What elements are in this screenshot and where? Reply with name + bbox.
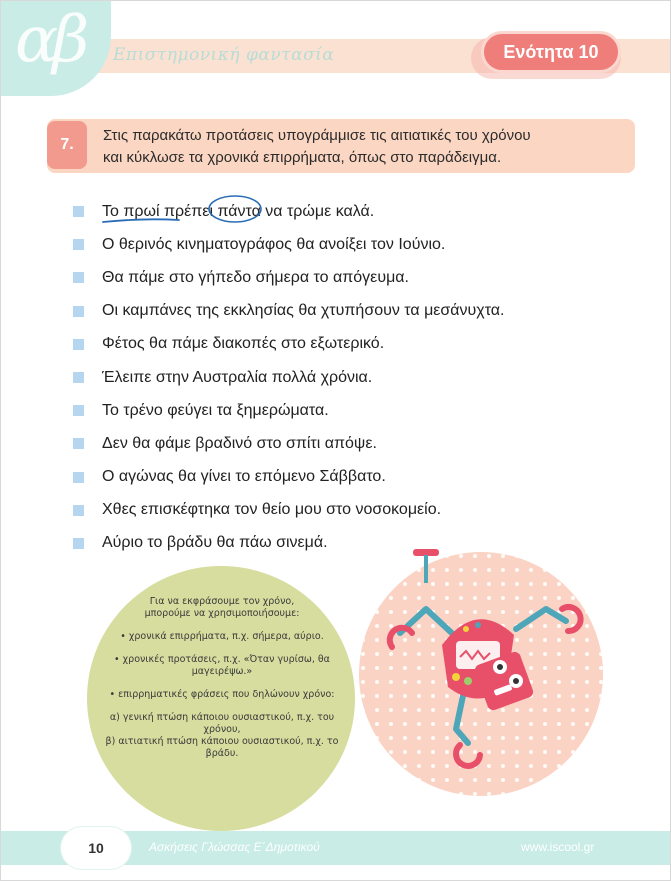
sentence-item	[73, 461, 593, 494]
bullet-square-icon	[73, 206, 84, 217]
example-underline-mark	[102, 217, 180, 225]
robot-illustration	[356, 549, 606, 799]
bullet-square-icon	[73, 306, 84, 317]
info-item-3a: α) γενική πτώση κάποιου ουσιαστικού, π.χ. του χρόνου,	[109, 712, 335, 735]
sentence-item	[73, 427, 593, 460]
bullet-square-icon	[73, 405, 84, 416]
bullet-square-icon	[73, 339, 84, 350]
sentence-text[interactable]: Το τρένο φεύγει τα ξημερώματα.	[102, 401, 329, 419]
exercise-number: 7.	[47, 121, 87, 169]
sentence-item	[73, 295, 593, 328]
sentence-item	[73, 261, 593, 294]
example-circle-mark	[207, 194, 263, 224]
footer-url[interactable]: www.iscool.gr	[521, 840, 595, 854]
corner-letters-logo: αβ	[15, 3, 84, 77]
sentence-text[interactable]: Αύριο το βράδυ θα πάω σινεμά.	[102, 534, 328, 552]
bullet-square-icon	[73, 538, 84, 549]
sentence-item	[73, 494, 593, 527]
sentence-text[interactable]: Θα πάμε στο γήπεδο σήμερα το απόγευμα.	[102, 268, 409, 286]
bullet-square-icon	[73, 272, 84, 283]
unit-label: Ενότητα 10	[481, 31, 621, 73]
subject-title: Επιστημονική φαντασία	[113, 45, 335, 65]
sentence-text[interactable]: Έλειπε στην Αυστραλία πολλά χρόνια.	[102, 368, 373, 386]
info-intro-line-1: Για να εκφράσουμε τον χρόνο,	[149, 596, 295, 607]
bullet-square-icon	[73, 472, 84, 483]
sentence-text[interactable]: Δεν θα φάμε βραδινό στο σπίτι απόψε.	[102, 434, 377, 452]
bullet-square-icon	[73, 505, 84, 516]
sentence-item	[73, 361, 593, 394]
info-intro-line-2: μπορούμε να χρησιμοποιήσουμε:	[144, 608, 300, 619]
sentence-item	[73, 394, 593, 427]
sentence-text[interactable]: Ο αγώνας θα γίνει το επόμενο Σάββατο.	[102, 468, 386, 486]
sentence-text[interactable]: Ο θερινός κινηματογράφος θα ανοίξει τον Ιούνιο.	[102, 235, 446, 253]
corner-block	[1, 1, 111, 96]
page-header	[1, 1, 671, 96]
info-text	[97, 596, 347, 760]
instruction-line-1: Στις παρακάτω προτάσεις υπογράμμισε τις αιτιατικές του χρόνου	[103, 127, 531, 144]
sentence-text[interactable]: Χθες επισκέφτηκα τον θείο μου στο νοσοκομείο.	[102, 501, 442, 519]
page-number: 10	[61, 827, 131, 869]
sentence-text[interactable]: Φέτος θα πάμε διακοπές στο εξωτερικό.	[102, 335, 385, 353]
bullet-square-icon	[73, 239, 84, 250]
instruction-line-2: και κύκλωσε τα χρονικά επιρρήματα, όπως στο παράδειγμα.	[103, 149, 502, 166]
info-item-2: • χρονικές προτάσεις, π.χ. «Όταν γυρίσω, θα μαγειρέψω.»	[114, 654, 330, 677]
footer-book-title: Ασκήσεις Γλώσσας Ε΄Δημοτικού	[149, 840, 320, 854]
bullet-square-icon	[73, 372, 84, 383]
sentence-text[interactable]: Το πρωί πρέπει πάντα να τρώμε καλά.	[102, 202, 375, 220]
exercise-instruction	[103, 125, 623, 169]
sentence-list	[73, 195, 593, 560]
sentence-item	[73, 195, 593, 228]
sentence-text[interactable]: Οι καμπάνες της εκκλησίας θα χτυπήσουν τα μεσάνυχτα.	[102, 302, 505, 320]
info-item-3: • επιρρηματικές φράσεις που δηλώνουν χρόνο:	[109, 689, 335, 700]
bullet-square-icon	[73, 438, 84, 449]
info-item-1: • χρονικά επιρρήματα, π.χ. σήμερα, αύριο.	[120, 631, 324, 642]
sentence-item	[73, 228, 593, 261]
sentence-item	[73, 328, 593, 361]
info-item-3b: β) αιτιατική πτώση κάποιου ουσιαστικού, π.χ. το βράδυ.	[105, 736, 339, 759]
